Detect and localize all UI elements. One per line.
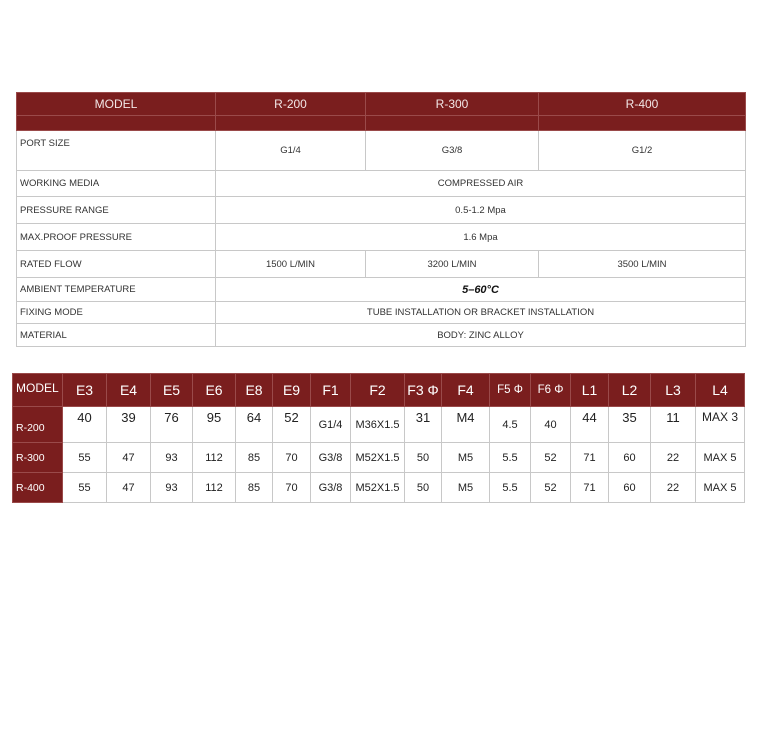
dim-cell: 93: [151, 443, 193, 473]
dim-cell: 4.5: [490, 407, 531, 443]
spec-row-rated-flow: [17, 251, 746, 278]
material-value: BODY: ZINC ALLOY: [216, 324, 746, 347]
dim-cell: 40: [531, 407, 571, 443]
spec-header-band-cell: [366, 116, 539, 131]
dim-cell: 93: [151, 473, 193, 503]
spec-header-band-cell: [539, 116, 746, 131]
rated-flow-r400: 3500 L/MIN: [539, 251, 746, 278]
dim-cell: M5: [442, 443, 490, 473]
dim-cell: M52X1.5: [351, 443, 405, 473]
dim-cell: 60: [609, 473, 651, 503]
dim-cell: 55: [63, 473, 107, 503]
dimension-row-r400: [13, 473, 745, 503]
ambient-temperature-label: AMBIENT TEMPERATURE: [17, 278, 216, 302]
dim-row-label: R-200: [13, 407, 63, 443]
rated-flow-label: RATED FLOW: [17, 251, 216, 278]
spec-row-working-media: [17, 171, 746, 197]
dim-row-label: R-400: [13, 473, 63, 503]
spec-row-fixing-mode: [17, 302, 746, 324]
dim-cell: G3/8: [311, 473, 351, 503]
dim-cell: 44: [571, 407, 609, 443]
dim-cell: 5.5: [490, 473, 531, 503]
dim-cell: 70: [273, 473, 311, 503]
spec-header-r300: R-300: [366, 93, 539, 116]
dim-cell: 71: [571, 443, 609, 473]
dim-header-f5: F5 Φ: [490, 374, 531, 407]
rated-flow-r300: 3200 L/MIN: [366, 251, 539, 278]
fixing-mode-label: FIXING MODE: [17, 302, 216, 324]
dim-cell: M5: [442, 473, 490, 503]
dim-cell: 76: [151, 407, 193, 443]
dim-cell: 5.5: [490, 443, 531, 473]
spec-header-band-cell: [216, 116, 366, 131]
pressure-range-value: 0.5-1.2 Mpa: [216, 197, 746, 224]
rated-flow-r200: 1500 L/MIN: [216, 251, 366, 278]
port-size-r400: G1/2: [539, 131, 746, 171]
dim-cell: 50: [405, 443, 442, 473]
dim-cell: M36X1.5: [351, 407, 405, 443]
dim-cell: 71: [571, 473, 609, 503]
spec-header-band: [17, 116, 746, 131]
dimension-row-r200: [13, 407, 745, 443]
spec-header-model: MODEL: [17, 93, 216, 116]
dim-row-label: R-300: [13, 443, 63, 473]
spec-header-band-cell: [17, 116, 216, 131]
dim-header-e5: E5: [151, 374, 193, 407]
dim-cell: 60: [609, 443, 651, 473]
dim-cell: 50: [405, 473, 442, 503]
dim-cell: 39: [107, 407, 151, 443]
dim-header-l3: L3: [651, 374, 696, 407]
dimension-header-row: [13, 374, 745, 407]
port-size-r300: G3/8: [366, 131, 539, 171]
dim-cell: 52: [531, 473, 571, 503]
spec-table: [16, 92, 746, 347]
max-proof-pressure-value: 1.6 Mpa: [216, 224, 746, 251]
material-label: MATERIAL: [17, 324, 216, 347]
max-proof-pressure-label: MAX.PROOF PRESSURE: [17, 224, 216, 251]
dim-header-f2: F2: [351, 374, 405, 407]
dim-cell: MAX 5: [696, 473, 745, 503]
dim-header-l1: L1: [571, 374, 609, 407]
dim-header-f3: F3 Φ: [405, 374, 442, 407]
dim-header-e6: E6: [193, 374, 236, 407]
dim-cell: 47: [107, 443, 151, 473]
dim-cell: 35: [609, 407, 651, 443]
dim-header-l4: L4: [696, 374, 745, 407]
dim-header-model: MODEL: [13, 374, 63, 407]
dim-cell: 22: [651, 443, 696, 473]
ambient-temperature-value: 5–60°C: [216, 278, 746, 302]
dim-cell: 64: [236, 407, 273, 443]
working-media-label: WORKING MEDIA: [17, 171, 216, 197]
pressure-range-label: PRESSURE RANGE: [17, 197, 216, 224]
dimension-row-r300: [13, 443, 745, 473]
spec-row-port-size: [17, 131, 746, 171]
dim-header-f1: F1: [311, 374, 351, 407]
dim-header-f6: F6 Φ: [531, 374, 571, 407]
dim-cell: 52: [273, 407, 311, 443]
dim-cell: 85: [236, 443, 273, 473]
spec-row-material: [17, 324, 746, 347]
dim-cell: 40: [63, 407, 107, 443]
dim-cell: M4: [442, 407, 490, 443]
spec-header-r400: R-400: [539, 93, 746, 116]
dim-header-e8: E8: [236, 374, 273, 407]
spec-row-pressure-range: [17, 197, 746, 224]
dim-cell: 52: [531, 443, 571, 473]
spec-header-r200: R-200: [216, 93, 366, 116]
dim-cell: 85: [236, 473, 273, 503]
dim-cell: 70: [273, 443, 311, 473]
dim-cell: 112: [193, 473, 236, 503]
dim-cell: M52X1.5: [351, 473, 405, 503]
dim-cell: 31: [405, 407, 442, 443]
dim-cell: G3/8: [311, 443, 351, 473]
dim-cell: MAX 5: [696, 443, 745, 473]
dim-cell: 95: [193, 407, 236, 443]
port-size-label: PORT SIZE: [17, 131, 216, 171]
dim-header-e9: E9: [273, 374, 311, 407]
fixing-mode-value: TUBE INSTALLATION OR BRACKET INSTALLATION: [216, 302, 746, 324]
dim-header-l2: L2: [609, 374, 651, 407]
dim-cell: G1/4: [311, 407, 351, 443]
dim-cell: 22: [651, 473, 696, 503]
dim-header-f4: F4: [442, 374, 490, 407]
spec-header-row: [17, 93, 746, 116]
dim-cell: 47: [107, 473, 151, 503]
dimension-table: [12, 373, 745, 503]
dim-cell: 55: [63, 443, 107, 473]
spec-row-ambient-temperature: [17, 278, 746, 302]
dim-header-e4: E4: [107, 374, 151, 407]
dim-header-e3: E3: [63, 374, 107, 407]
dim-cell: 112: [193, 443, 236, 473]
working-media-value: COMPRESSED AIR: [216, 171, 746, 197]
spec-row-max-proof-pressure: [17, 224, 746, 251]
dim-cell: 11: [651, 407, 696, 443]
dim-cell: MAX 3: [696, 407, 745, 443]
port-size-r200: G1/4: [216, 131, 366, 171]
